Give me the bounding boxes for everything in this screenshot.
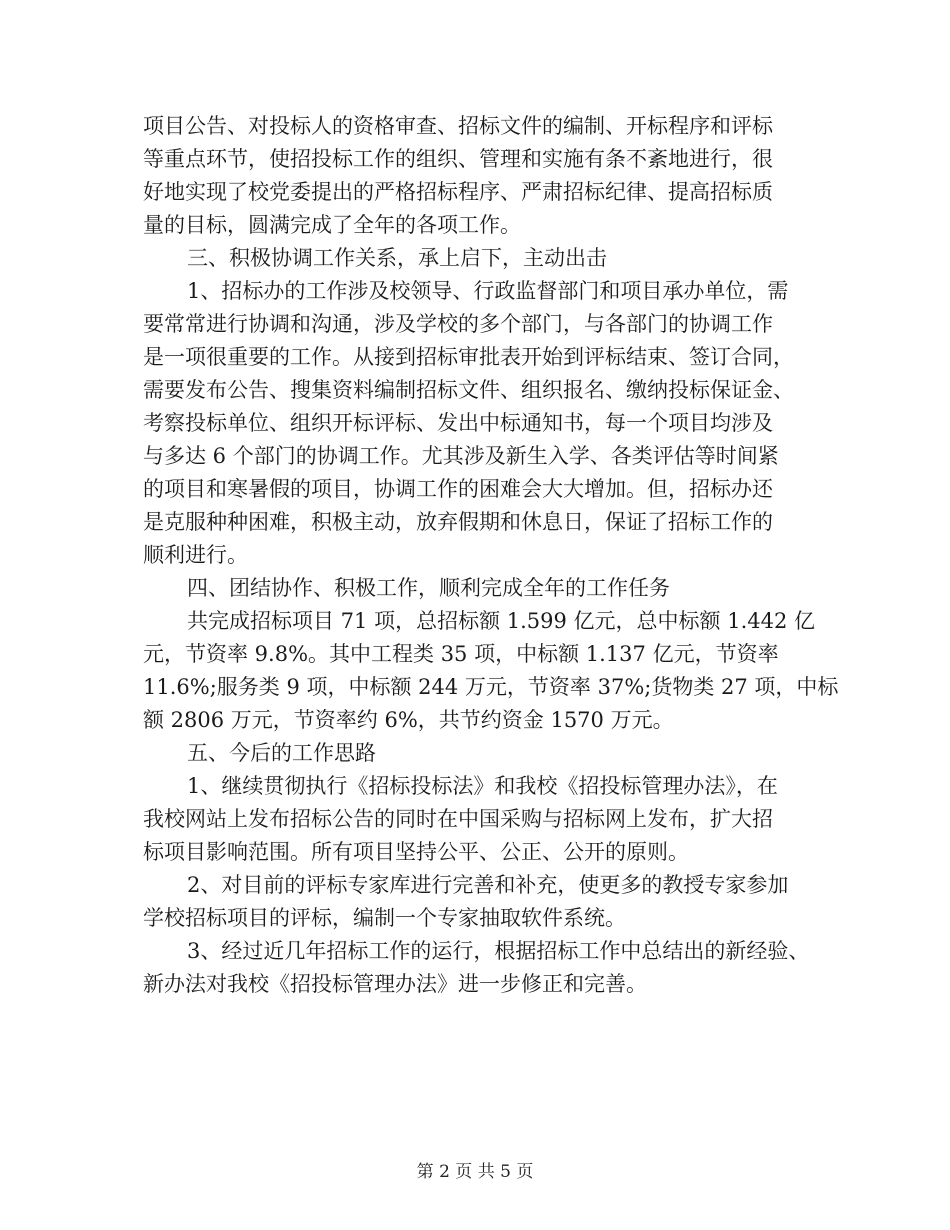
text-line: 2、对目前的评标专家库进行完善和补充，使更多的教授专家参加 — [187, 873, 789, 897]
text-line: 考察投标单位、组织开标评标、发出中标通知书，每一个项目均涉及 — [143, 411, 773, 435]
text-line: 需要发布公告、搜集资料编制招标文件、组织报名、缴纳投标保证金、 — [143, 378, 794, 402]
text-line: 学校招标项目的评标，编制一个专家抽取软件系统。 — [143, 906, 626, 930]
text-line: 四、团结协作、积极工作，顺利完成全年的工作任务 — [187, 576, 670, 600]
page-number-label: 第 2 页 共 5 页 — [416, 1162, 534, 1182]
text-line: 1、继续贯彻执行《招标投标法》和我校《招投标管理办法》，在 — [187, 774, 778, 798]
text-line: 与多达 6 个部门的协调工作。尤其涉及新生入学、各类评估等时间紧 — [143, 444, 779, 468]
text-line: 等重点环节，使招投标工作的组织、管理和实施有条不紊地进行，很 — [143, 147, 773, 171]
text-line: 3、经过近几年招标工作的运行，根据招标工作中总结出的新经验、 — [187, 939, 810, 963]
text-line: 新办法对我校《招投标管理办法》进一步修正和完善。 — [143, 972, 647, 996]
text-line: 的项目和寒暑假的项目，协调工作的困难会大大增加。但，招标办还 — [143, 477, 773, 501]
document-body — [143, 110, 843, 1001]
text-line: 我校网站上发布招标公告的同时在中国采购与招标网上发布，扩大招 — [143, 807, 773, 831]
text-line: 项目公告、对投标人的资格审查、招标文件的编制、开标程序和评标 — [143, 114, 773, 138]
text-line: 好地实现了校党委提出的严格招标程序、严肃招标纪律、提高招标质 — [143, 180, 773, 204]
text-line: 顺利进行。 — [143, 543, 248, 567]
text-line: 元，节资率 9.8%。其中工程类 35 项，中标额 1.137 亿元，节资率 — [143, 642, 779, 666]
text-line: 1、招标办的工作涉及校领导、行政监督部门和项目承办单位，需 — [187, 279, 789, 303]
text-line: 是克服种种困难，积极主动，放弃假期和休息日，保证了招标工作的 — [143, 510, 773, 534]
text-line: 共完成招标项目 71 项，总招标额 1.599 亿元，总中标额 1.442 亿 — [187, 609, 816, 633]
text-line: 三、积极协调工作关系，承上启下，主动出击 — [187, 246, 607, 270]
text-line: 是一项很重要的工作。从接到招标审批表开始到评标结束、签订合同， — [143, 345, 794, 369]
text-line: 五、今后的工作思路 — [187, 741, 376, 765]
text-line: 11.6%;服务类 9 项，中标额 244 万元，节资率 37%;货物类 27 项，中标 — [143, 675, 839, 699]
page-footer — [0, 1157, 950, 1182]
text-line: 标项目影响范围。所有项目坚持公平、公正、公开的原则。 — [143, 840, 689, 864]
text-line: 要常常进行协调和沟通，涉及学校的多个部门，与各部门的协调工作 — [143, 312, 773, 336]
text-line: 额 2806 万元，节资率约 6%，共节约资金 1570 万元。 — [143, 708, 674, 732]
text-line: 量的目标，圆满完成了全年的各项工作。 — [143, 213, 521, 237]
